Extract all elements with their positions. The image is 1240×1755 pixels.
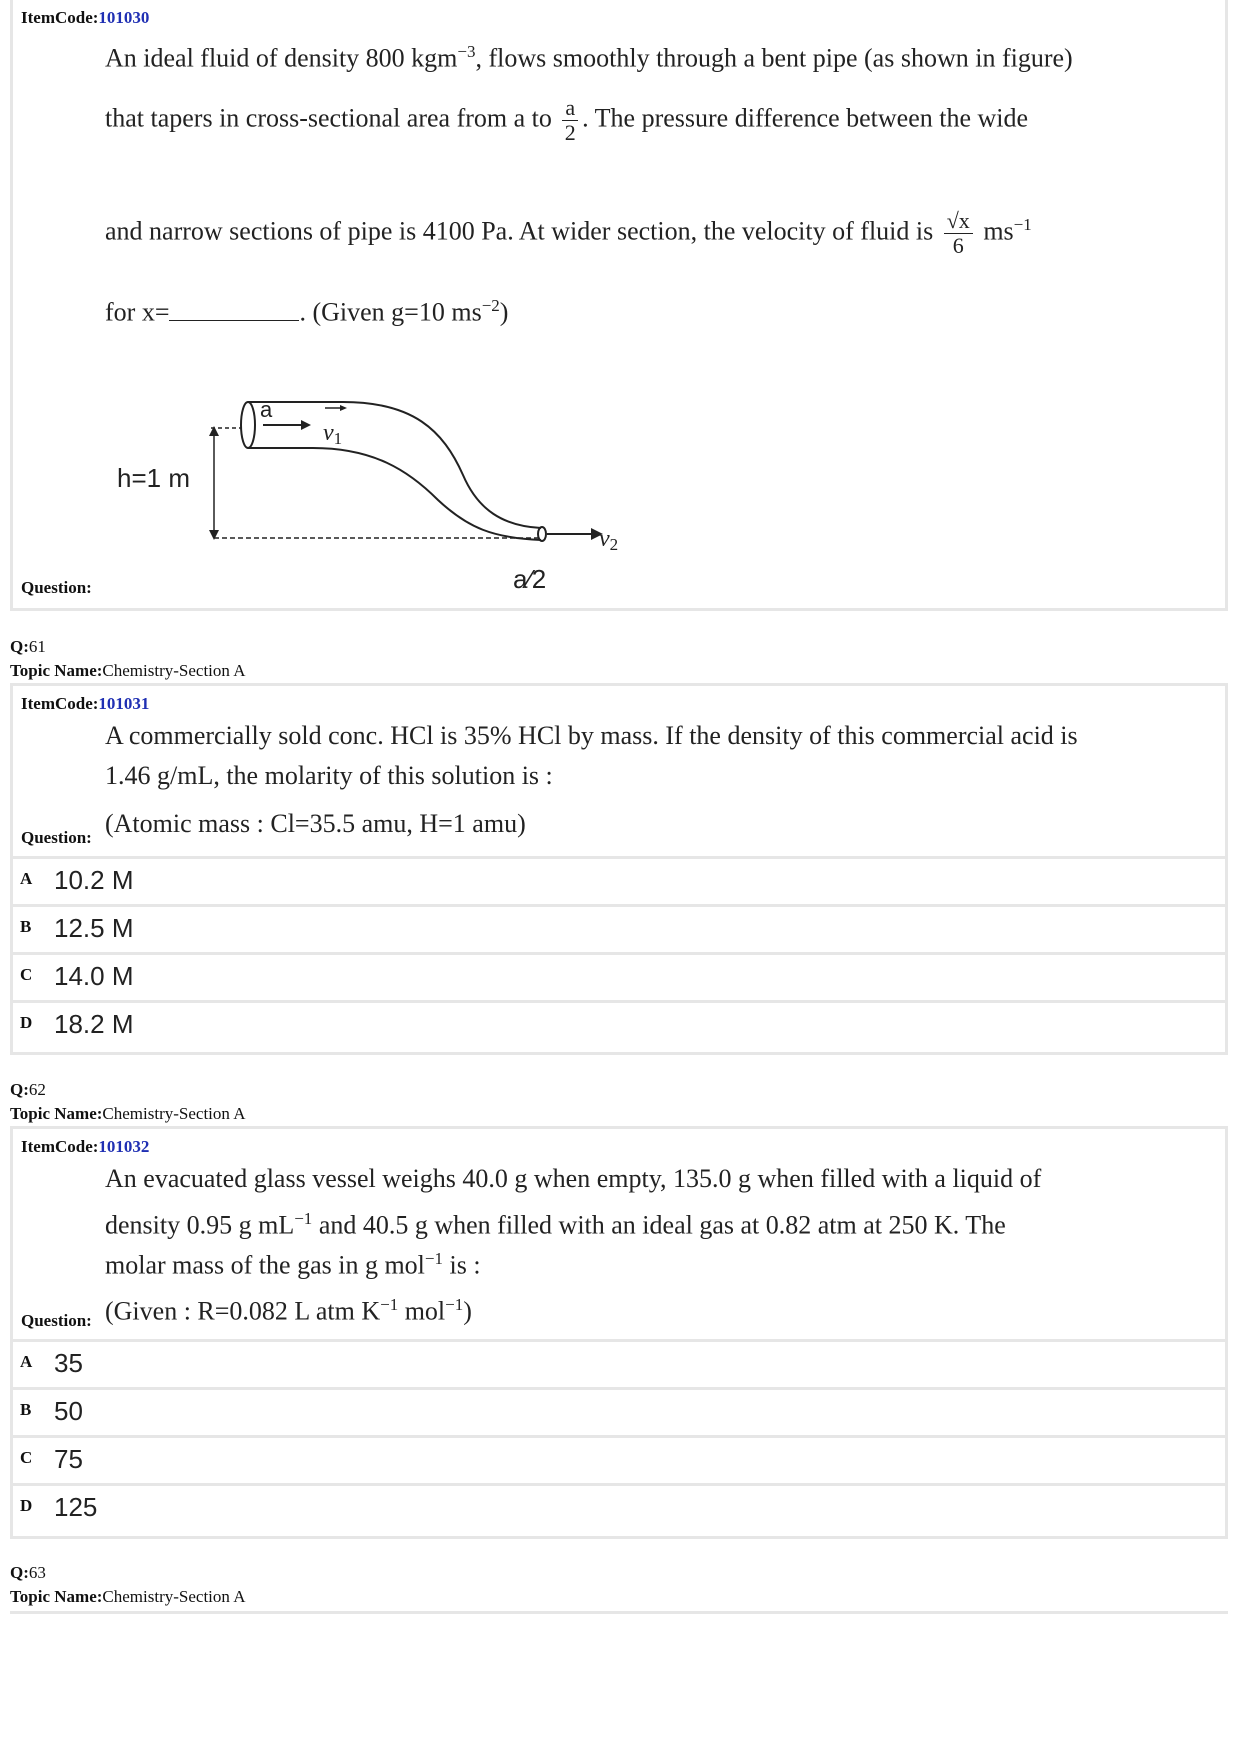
q61-itemcode-label: ItemCode: bbox=[21, 694, 99, 713]
q61-qnum-label: Q: bbox=[10, 637, 29, 656]
flow-arrow-v1-head bbox=[301, 420, 311, 430]
question-text-line-2: 1.46 g/mL, the molarity of this solution is : bbox=[105, 761, 553, 790]
q60-line4-a: for x= bbox=[105, 297, 170, 327]
option-b[interactable] bbox=[10, 1387, 1228, 1435]
itemcode-label-text: ItemCode: bbox=[21, 8, 99, 27]
vector-mark-v1-head bbox=[340, 405, 347, 411]
q62-line2-a: density 0.95 g mL bbox=[105, 1210, 295, 1240]
option-text: 125 bbox=[54, 1492, 98, 1522]
option-text: 75 bbox=[54, 1444, 83, 1474]
pipe-lower-wall bbox=[248, 448, 541, 540]
question-text-line-3 bbox=[105, 1239, 481, 1286]
q60-line2-a: that tapers in cross-sectional area from a to bbox=[105, 103, 552, 133]
option-b[interactable] bbox=[10, 904, 1228, 952]
option-letter: A bbox=[20, 869, 33, 888]
itemcode-number: 101031 bbox=[98, 694, 150, 713]
option-text: 10.2 M bbox=[54, 865, 134, 895]
q62-topic-label: Topic Name: bbox=[10, 1104, 103, 1123]
label-v1 bbox=[323, 420, 342, 448]
q61-qnum: 61 bbox=[28, 637, 46, 656]
q62-line2-b: and 40.5 g when filled with an ideal gas at 0.82 atm at 250 K. The bbox=[312, 1210, 1006, 1240]
option-text: 12.5 M bbox=[54, 913, 134, 943]
topic-name bbox=[10, 1587, 245, 1607]
label-v2-main: v bbox=[599, 526, 610, 552]
option-letter: D bbox=[20, 1013, 33, 1032]
label-a-top: a bbox=[260, 397, 273, 422]
q62-line4-sup1: −1 bbox=[380, 1295, 399, 1314]
itemcode-label bbox=[21, 694, 149, 714]
q63-topic: Chemistry-Section A bbox=[102, 1587, 246, 1606]
q60-line3-unit-sup: −1 bbox=[1013, 215, 1032, 234]
q62-line2-sup: −1 bbox=[294, 1209, 313, 1228]
q63-qnum-label: Q: bbox=[10, 1563, 29, 1582]
frac1-denominator: 2 bbox=[564, 120, 576, 145]
question-label: Question: bbox=[21, 1311, 92, 1330]
question-text-line-1: An evacuated glass vessel weighs 40.0 g when empty, 135.0 g when filled with a liquid of bbox=[105, 1164, 1042, 1193]
q60-line2-b: . The pressure difference between the wide bbox=[582, 103, 1029, 133]
q62-line3-b: is : bbox=[443, 1250, 481, 1280]
frac2-denominator: 6 bbox=[952, 233, 964, 259]
q61-topic-label: Topic Name: bbox=[10, 661, 103, 680]
bottom-divider bbox=[10, 1611, 1228, 1614]
q62-line3-a: molar mass of the gas in g mol bbox=[105, 1250, 425, 1280]
q63-qnum: 63 bbox=[28, 1563, 46, 1582]
q60-line1-b: , flows smoothly through a bent pipe (as shown in figure) bbox=[475, 43, 1073, 73]
option-text: 18.2 M bbox=[54, 1009, 134, 1039]
q60-line4-sup: −2 bbox=[481, 296, 500, 315]
q62-line4-a: (Given : R=0.082 L atm K bbox=[105, 1296, 381, 1326]
question-label: Question: bbox=[21, 578, 92, 597]
topic-name bbox=[10, 1104, 245, 1124]
option-text: 35 bbox=[54, 1348, 83, 1378]
option-text: 50 bbox=[54, 1396, 83, 1426]
option-letter: B bbox=[20, 1400, 32, 1419]
topic-name bbox=[10, 661, 245, 681]
label-v2-sub: 2 bbox=[609, 535, 619, 554]
q62-line3-sup: −1 bbox=[424, 1249, 443, 1268]
label-a-bottom: a⁄2 bbox=[513, 564, 547, 594]
q60-line4-b: . (Given g=10 ms bbox=[299, 297, 482, 327]
itemcode-number: 101032 bbox=[98, 1137, 150, 1156]
pipe-narrow-opening bbox=[538, 527, 546, 541]
pipe-wide-opening bbox=[241, 402, 255, 448]
itemcode-label bbox=[21, 1137, 149, 1157]
q63-topic-label: Topic Name: bbox=[10, 1587, 103, 1606]
q60-line1-sup: −3 bbox=[457, 42, 476, 61]
itemcode-number: 101030 bbox=[98, 8, 150, 27]
bent-pipe-figure bbox=[13, 0, 1231, 614]
option-d[interactable] bbox=[10, 1483, 1228, 1531]
q62-itemcode-label: ItemCode: bbox=[21, 1137, 99, 1156]
q62-line4-sup2: −1 bbox=[445, 1295, 464, 1314]
question-number bbox=[10, 1563, 46, 1583]
question-number bbox=[10, 1080, 46, 1100]
question-text-line-4 bbox=[105, 1285, 472, 1332]
option-letter: C bbox=[20, 1448, 33, 1467]
option-c[interactable] bbox=[10, 1435, 1228, 1483]
question-text-line-3: (Atomic mass : Cl=35.5 amu, H=1 amu) bbox=[105, 809, 526, 838]
pipe-upper-wall bbox=[248, 402, 541, 528]
option-c[interactable] bbox=[10, 952, 1228, 1000]
q62-line4-b: mol bbox=[398, 1296, 446, 1326]
q62-qnum: 62 bbox=[28, 1080, 46, 1099]
q60-line3-unit: ms bbox=[983, 216, 1014, 246]
label-v2 bbox=[599, 526, 618, 554]
q60-line1-a: An ideal fluid of density 800 kgm bbox=[105, 43, 458, 73]
option-letter: B bbox=[20, 917, 32, 936]
question-number bbox=[10, 637, 46, 657]
q62-qnum-label: Q: bbox=[10, 1080, 29, 1099]
q61-topic: Chemistry-Section A bbox=[102, 661, 246, 680]
option-a[interactable] bbox=[10, 1339, 1228, 1387]
q62-line4-c: ) bbox=[463, 1296, 472, 1326]
label-v1-sub: 1 bbox=[333, 429, 343, 448]
height-arrow-head-top bbox=[209, 426, 219, 436]
q62-topic: Chemistry-Section A bbox=[102, 1104, 246, 1123]
option-letter: C bbox=[20, 965, 33, 984]
question-text-line-1: A commercially sold conc. HCl is 35% HCl by mass. If the density of this commercial acid is bbox=[105, 721, 1078, 750]
label-height: h=1 m bbox=[117, 463, 190, 493]
option-text: 14.0 M bbox=[54, 961, 134, 991]
frac1-numerator: a bbox=[562, 96, 578, 121]
question-60-card bbox=[10, 0, 1228, 611]
frac2-numerator: √x bbox=[944, 209, 973, 234]
question-label: Question: bbox=[21, 828, 92, 847]
option-d[interactable] bbox=[10, 1000, 1228, 1048]
option-a[interactable] bbox=[10, 856, 1228, 904]
option-letter: A bbox=[20, 1352, 33, 1371]
label-v1-main: v bbox=[323, 420, 334, 446]
option-letter: D bbox=[20, 1496, 33, 1515]
q60-line4-c: ) bbox=[499, 297, 509, 327]
q60-line3-a: and narrow sections of pipe is 4100 Pa. At wider section, the velocity of fluid is bbox=[105, 216, 934, 246]
